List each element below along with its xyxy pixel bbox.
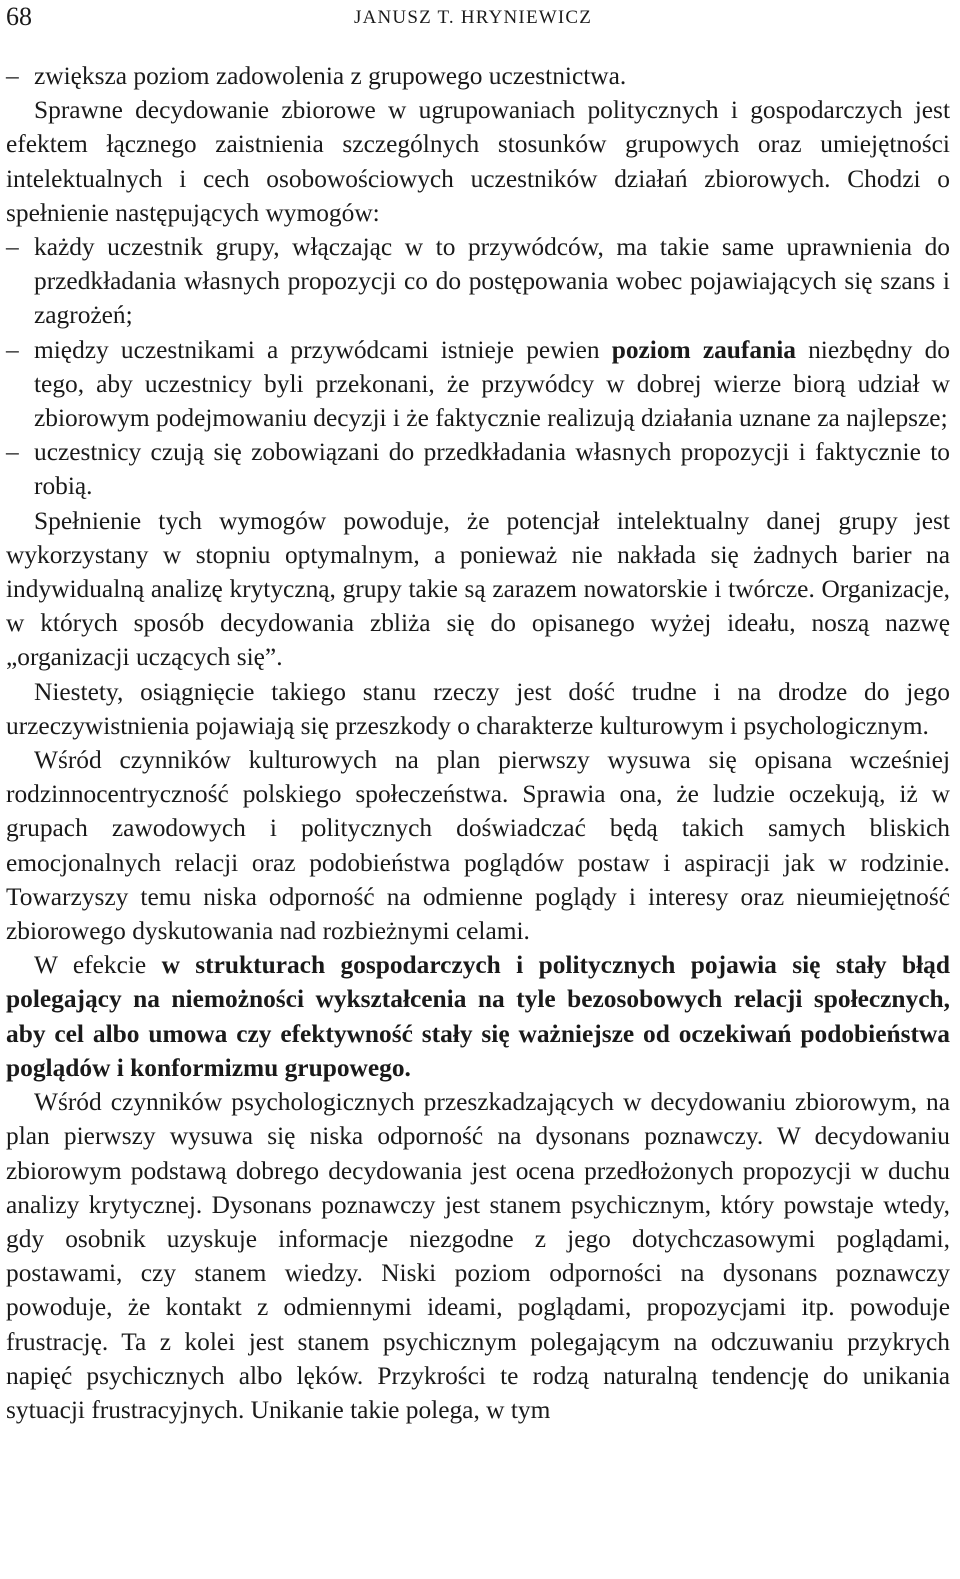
paragraph xyxy=(6,743,950,948)
running-header xyxy=(6,0,950,36)
text-run: Wśród czynników kulturowych na plan pierwszy wysuwa się opisana wcześniej rodzinnocentryczność polskiego społeczeństwa. Sprawia ona, że ludzie oczekują, iż w grupach zawodowych i politycznych doświadczać będą takich samych bliskich emocjonalnych relacji oraz podobieństwa poglądów postaw i aspiracji jak w rodzinie. Towarzyszy temu niska odporność na odmienne poglądy i interesy oraz nieumiejętność zbiorowego dyskutowania nad rozbieżnymi celami. xyxy=(6,746,950,946)
text-run: zwiększa poziom zadowolenia z grupowego uczestnictwa. xyxy=(34,62,627,90)
list-dash: – xyxy=(6,233,19,262)
document-page xyxy=(6,0,950,1424)
text-run: Wśród czynników psychologicznych przeszkadzających w decydowaniu zbiorowym, na plan pierwszy wysuwa się niska odporność na dysonans poznawczy. W decydowaniu zbiorowym podstawą dobrego decydowania jest ocena przedłożonych propozycji w duchu analizy krytycznej. Dysonans poznawczy jest stanem psychicznym, który powstaje wtedy, gdy osobnik uzyskuje informacje niezgodne z jego dotychczasowymi poglądami, postawami, czy stanem wiedzy. Niski poziom odporności na dysonans poznawczy powoduje, że kontakt z odmiennymi ideami, poglądami, propozycjami itp. powoduje frustrację. Ta z kolei jest stanem psychicznym polegającym na odczuwaniu przykrych napięć psychicznych albo lęków. Przykrości te rodzą naturalną tendencję do unikania sytuacji frustracyjnych. Unikanie takie polega, w tym xyxy=(6,1088,950,1424)
list-item xyxy=(6,230,950,333)
paragraph xyxy=(6,1085,950,1427)
list-dash: – xyxy=(6,438,19,467)
text-run: Spełnienie tych wymogów powoduje, że potencjał intelektualny danej grupy jest wykorzystany w stopniu optymalnym, a ponieważ nie nakłada się żadnych barier na indywidualną analizę krytyczną, grupy takie są zarazem nowatorskie i twórcze. Organizacje, w których sposób decydowania zbliża się do opisanego wyżej ideału, noszą nazwę „organizacji uczących się”. xyxy=(6,506,950,672)
paragraph xyxy=(6,504,950,675)
bold-text: poziom zaufania xyxy=(611,335,796,364)
list-dash: – xyxy=(6,335,19,364)
list-item xyxy=(6,59,950,93)
text-run: niezbędny do tego, aby uczestnicy byli przekonani, że przywódcy w dobrej wierze biorą udział w zbiorowym podejmowaniu decyzji i że faktycznie realizują działania uznane za najlepsze; xyxy=(34,335,950,433)
text-run: uczestnicy czują się zobowiązani do przedkładania własnych propozycji i faktycznie to robią. xyxy=(34,438,950,501)
list-item xyxy=(6,333,950,436)
running-title: JANUSZ T. HRYNIEWICZ xyxy=(354,7,593,28)
text-run: każdy uczestnik grupy, włączając w to przywódców, ma takie same uprawnienia do przedkładania własnych propozycji co do postępowania wobec pojawiających się szans i zagrożeń; xyxy=(34,233,950,330)
paragraph xyxy=(6,675,950,743)
list-dash: – xyxy=(6,62,19,90)
list-item xyxy=(6,435,950,503)
bold-text: w strukturach gospodarczych i politycznych pojawia się stały błąd polegający na niemożności wykształcenia na tyle bezosobowych relacji społecznych, aby cel albo umowa czy efektywność stały się ważniejsze od oczekiwań podobieństwa poglądów i konformizmu grupowego. xyxy=(6,951,950,1082)
paragraph xyxy=(6,93,950,230)
text-run: W efekcie xyxy=(34,951,162,980)
text-run: między uczestnikami a przywódcami istnieje pewien xyxy=(34,335,612,364)
text-run: Niestety, osiągnięcie takiego stanu rzeczy jest dość trudne i na drodze do jego urzeczywistnienia pojawiają się przeszkody o charakterze kulturowym i psychologicznym. xyxy=(6,677,950,740)
body-text xyxy=(6,59,950,1427)
paragraph xyxy=(6,948,950,1085)
page-number: 68 xyxy=(6,2,32,31)
text-run: Sprawne decydowanie zbiorowe w ugrupowaniach politycznych i gospodarczych jest efektem łącznego zaistnienia szczególnych stosunków grupowych oraz umiejętności intelektualnych i cech osobowościowych uczestników działań zbiorowych. Chodzi o spełnienie następujących wymogów: xyxy=(6,96,950,227)
